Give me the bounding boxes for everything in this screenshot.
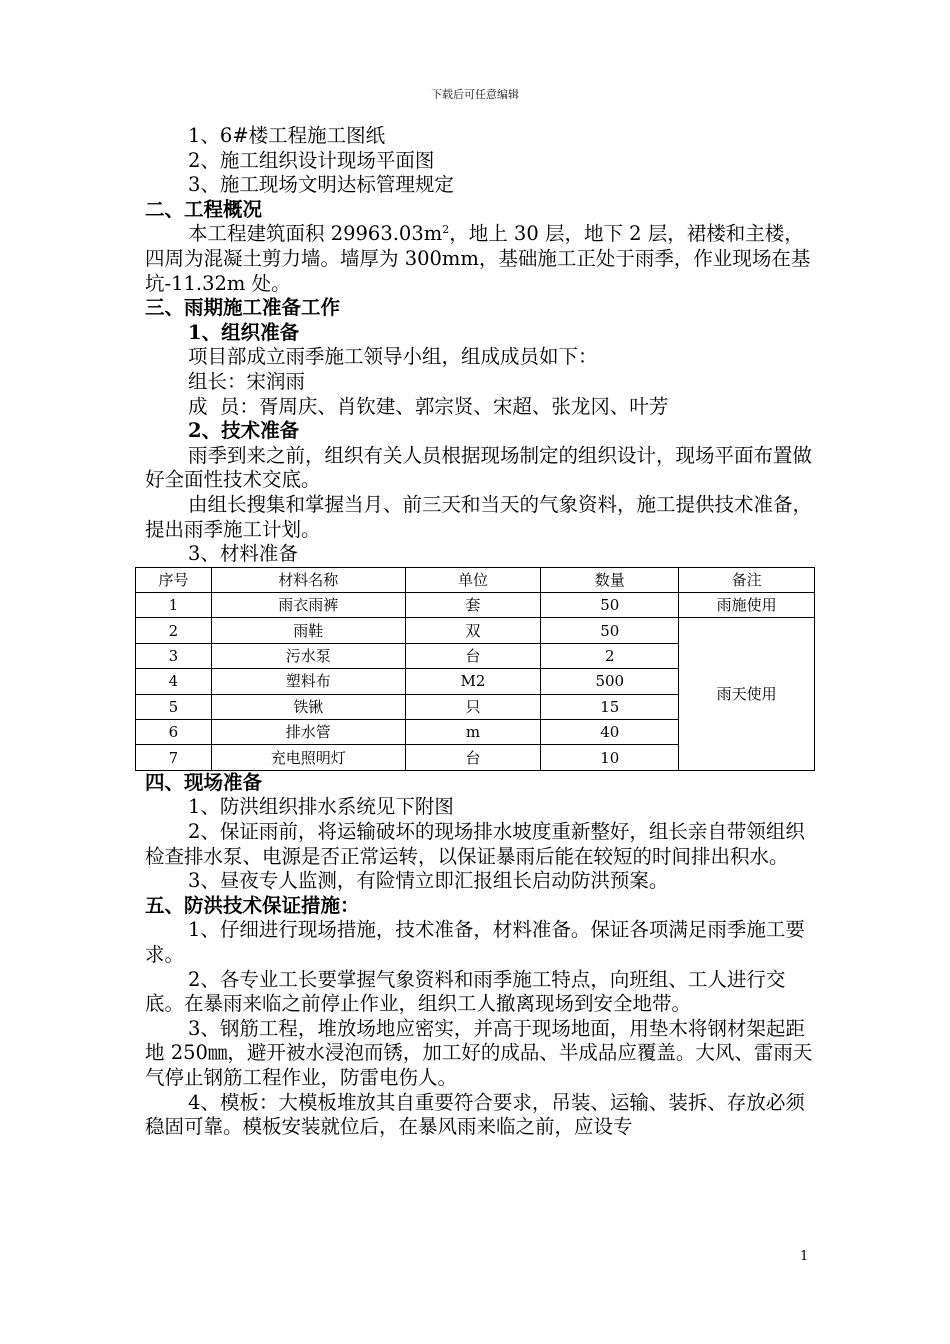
cell-name: 污水泵 (211, 643, 405, 668)
cell-index: 3 (136, 643, 212, 668)
cell-unit: 双 (405, 618, 541, 643)
flood-measure-item-2: 2、各专业工长要掌握气象资料和雨季施工特点，向班组、工人进行交底。在暴雨来临之前停止作业，组织工人撤离现场到安全地带。 (145, 967, 786, 1016)
cell-name: 塑料布 (211, 669, 405, 694)
table-row (136, 618, 815, 643)
project-overview-paragraph (145, 222, 815, 296)
basis-item-1: 1、6#楼工程施工图纸 (188, 124, 386, 147)
cell-name: 雨衣雨裤 (211, 593, 405, 618)
org-prep-paragraph: 项目部成立雨季施工领导小组，组成成员如下： (188, 345, 598, 369)
overview-text-part2: ，地上 30 层，地下 2 层，裙楼和主楼，四周为混凝土剪力墙。墙厚为 300mm，基础施工正处于雨季，作业现场在基坑-11.32m 处。 (145, 222, 811, 295)
org-members: 成 员：胥周庆、肖钦建、郭宗贤、宋超、张龙冈、叶芳 (188, 394, 669, 418)
page-number: 1 (800, 1249, 809, 1264)
cell-quantity: 2 (541, 643, 679, 668)
overview-text-part1: 本工程建筑面积 29963.03m (188, 222, 443, 246)
org-prep-title: 1、组织准备 (188, 320, 300, 344)
cell-name: 充电照明灯 (211, 745, 405, 770)
section-5-title: 五、防洪技术保证措施： (145, 893, 360, 917)
header-cell-index: 序号 (136, 567, 212, 592)
page-header: 下载后可任意编辑 (431, 88, 519, 101)
cell-index: 5 (136, 694, 212, 719)
cell-index: 2 (136, 618, 212, 643)
document-body (145, 124, 815, 1140)
cell-quantity: 10 (541, 745, 679, 770)
cell-unit: m (405, 720, 541, 745)
cell-unit: 台 (405, 745, 541, 770)
table-header-row (136, 567, 815, 592)
section-2-title: 二、工程概况 (145, 197, 263, 221)
basis-item-2: 2、施工组织设计现场平面图 (188, 148, 435, 172)
site-prep-item-3: 3、昼夜专人监测，有险情立即汇报组长启动防洪预案。 (188, 869, 669, 893)
cell-note: 雨施使用 (679, 593, 815, 618)
site-prep-item-1: 1、防洪组织排水系统见下附图 (188, 795, 454, 819)
cell-quantity: 500 (541, 669, 679, 694)
cell-unit: 只 (405, 694, 541, 719)
cell-name: 排水管 (211, 720, 405, 745)
cell-name: 铁锹 (211, 694, 405, 719)
cell-unit: 套 (405, 593, 541, 618)
cell-quantity: 15 (541, 694, 679, 719)
header-cell-note: 备注 (679, 567, 815, 592)
table-row (136, 593, 815, 618)
cell-quantity: 40 (541, 720, 679, 745)
cell-note-merged: 雨天使用 (679, 618, 815, 770)
flood-measure-item-3: 3、钢筋工程，堆放场地应密实，并高于现场地面，用垫木将钢材架起距地 250㎜，避开被水浸泡而锈，加工好的成品、半成品应覆盖。大风、雷雨天气停止钢筋工程作业，防雷电伤人。 (145, 1016, 813, 1089)
cell-name: 雨鞋 (211, 618, 405, 643)
tech-prep-paragraph-1: 雨季到来之前，组织有关人员根据现场制定的组织设计，现场平面布置做好全面性技术交底。 (145, 443, 813, 492)
material-prep-title: 3、材料准备 (188, 542, 298, 566)
org-leader: 组长：宋润雨 (188, 369, 306, 393)
cell-unit: 台 (405, 643, 541, 668)
cell-index: 7 (136, 745, 212, 770)
cell-index: 6 (136, 720, 212, 745)
header-cell-name: 材料名称 (211, 567, 405, 592)
cell-quantity: 50 (541, 618, 679, 643)
tech-prep-title: 2、技术准备 (188, 419, 300, 443)
basis-item-3: 3、施工现场文明达标管理规定 (188, 173, 454, 197)
overview-superscript: 2 (442, 223, 450, 237)
materials-table (135, 567, 815, 771)
flood-measure-item-4: 4、模板：大模板堆放其自重要符合要求，吊装、运输、装拆、存放必须稳固可靠。模板安装就位后，在暴风雨来临之前，应设专 (145, 1090, 805, 1139)
cell-unit: M2 (405, 669, 541, 694)
header-cell-quantity: 数量 (541, 567, 679, 592)
cell-index: 4 (136, 669, 212, 694)
flood-measure-item-1: 1、仔细进行现场措施，技术准备，材料准备。保证各项满足雨季施工要求。 (145, 918, 805, 966)
tech-prep-paragraph-2: 由组长搜集和掌握当月、前三天和当天的气象资料，施工提供技术准备，提出雨季施工计划。 (145, 492, 813, 541)
cell-quantity: 50 (541, 593, 679, 618)
cell-index: 1 (136, 593, 212, 618)
section-4-title: 四、现场准备 (145, 770, 263, 794)
header-cell-unit: 单位 (405, 567, 541, 592)
site-prep-item-2: 2、保证雨前，将运输破坏的现场排水坡度重新整好，组长亲自带领组织检查排水泵、电源是否正常运转，以保证暴雨后能在较短的时间排出积水。 (145, 820, 805, 868)
section-3-title: 三、雨期施工准备工作 (145, 296, 341, 320)
